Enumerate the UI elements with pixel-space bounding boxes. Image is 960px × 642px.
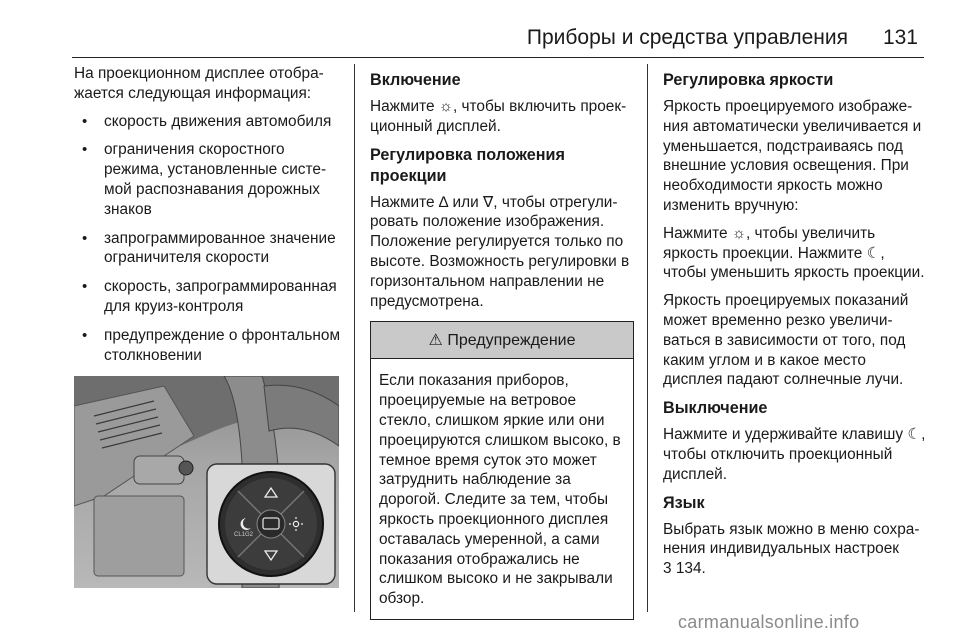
- language-text-body: Выбрать язык можно в меню сохранения индивидуальных настроек: [663, 520, 920, 558]
- watermark: carmanualsonline.info: [678, 612, 860, 632]
- column-middle: [370, 64, 634, 620]
- dashboard-drawing: [74, 376, 339, 588]
- section-heading-switch-off: Выключение: [663, 399, 768, 418]
- column-divider: [647, 64, 648, 612]
- stamp-text: CL1G2: [234, 532, 254, 538]
- switch-on-text: Нажмите ☼, чтобы включить проекционный дисплей.: [370, 98, 627, 135]
- section-heading-switch-on: Включение: [370, 71, 461, 89]
- list-item: • предупреждение о фронтальном столкновении: [74, 326, 346, 366]
- page-reference-link[interactable]: 3 134.: [663, 560, 706, 578]
- warning-box: [370, 321, 634, 620]
- list-item: • скорость, запрограммированная для круиз-контроля: [74, 277, 346, 317]
- list-item: • ограничения скоростного режима, установленные системой распознавания дорожных знаков: [74, 140, 346, 219]
- position-text: Нажмите ∆ или ∇, чтобы отрегулировать положение изображения. Положение регулируется только по высоте. Возможность регулировки в горизонтальном направлении не предусмотрена.: [370, 193, 630, 310]
- column-right: [663, 64, 928, 587]
- brightness-buttons-text: Нажмите ☼, чтобы увеличить яркость проекции. Нажмите ☾, чтобы уменьшить яркость проекции.: [663, 224, 925, 282]
- page-number: 131: [882, 26, 918, 49]
- page-header: [72, 0, 924, 58]
- column-left: [74, 64, 346, 403]
- brightness-sun-text: Яркость проецируемых показаний может временно резко увеличиваться в зависимости от того, под каким углом и в какое место дисплея падают солнечные лучи.: [663, 292, 909, 389]
- warning-title: Предупреждение: [447, 332, 576, 350]
- warning-header: [371, 322, 633, 359]
- switch-off-text: Нажмите и удерживайте клавишу ☾, чтобы отключить проекционный дисплей.: [663, 426, 926, 483]
- section-heading-position: Регулировка положения проекции: [370, 145, 565, 185]
- language-text: [663, 520, 928, 579]
- warning-triangle-icon: ⚠: [428, 330, 443, 350]
- column-divider: [354, 64, 355, 612]
- section-heading-language: Язык: [663, 493, 705, 512]
- info-list: [74, 112, 346, 395]
- brightness-text: Яркость проецируемого изображения автоматически увеличивается и уменьшается, подстраиваясь под внешние условия освещения. При необходимости яркость можно изменить вручную:: [663, 98, 922, 214]
- list-item: • скорость движения автомобиля: [74, 112, 346, 132]
- intro-text: На проекционном дисплее отображается следующая информация:: [74, 65, 324, 102]
- warning-text: Если показания приборов, проецируемые на ветровое стекло, слишком яркие или они проецируются слишком высоко, в темное время суток это может затруднить наблюдение за дорогой. Следите за тем, чтобы яркость проекционного дисплея оставалась умеренной, а сами показания отображались не слишком высоко и не закрывали обзор.: [379, 372, 621, 608]
- section-heading-brightness: Регулировка яркости: [663, 71, 834, 89]
- page-title: Приборы и средства управления: [526, 26, 848, 49]
- hud-control-illustration: [74, 376, 339, 588]
- list-item: • запрограммированное значение ограничителя скорости: [74, 229, 346, 269]
